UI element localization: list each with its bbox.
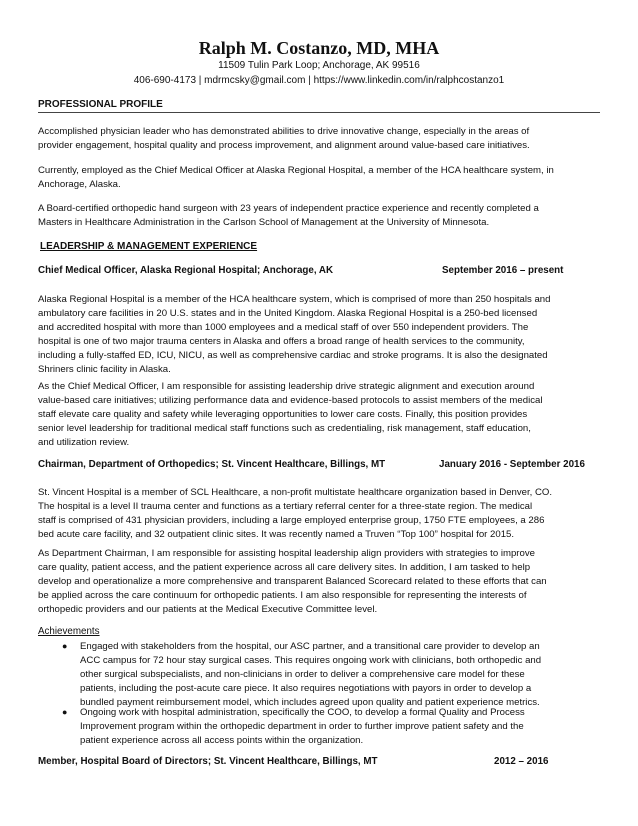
text-line: care quality, patient access, and the patient experience across all care delivery sites. In addition, I am tasked to help — [38, 562, 531, 573]
profile-paragraph-2 — [38, 164, 604, 192]
text-line: Masters in Healthcare Administration in the Carlson School of Management at the University of Minnesota. — [38, 217, 490, 228]
text-line: develop and operationalize a more comprehensive and transparent Balanced Scorecard related to these efforts that can — [38, 576, 547, 587]
text-line: ambulatory care facilities in 20 U.S. states and in the United Kingdom. Alaska Regional Hospital is a 250-bed licensed — [38, 308, 538, 319]
text-line: and utilization review. — [38, 437, 130, 448]
text-line: A Board-certified orthopedic hand surgeon with 23 years of independent practice experience and recently completed a — [38, 203, 539, 214]
text-line: Currently, employed as the Chief Medical Officer at Alaska Regional Hospital, a member of the HCA healthcare system, in — [38, 165, 554, 176]
text-line: senior level leadership for traditional medical staff functions such as credentialing, risk management, staff education, — [38, 423, 531, 434]
professional-profile-heading: PROFESSIONAL PROFILE — [38, 99, 163, 110]
text-line: including a fully-staffed ED, ICU, NICU, as well as comprehensive cardiac and stroke programs. It is also the designated — [38, 350, 548, 361]
job1-paragraph-2 — [38, 380, 604, 450]
job-dates: 2012 – 2016 — [494, 756, 549, 767]
text-line: As the Chief Medical Officer, I am responsible for assisting leadership drive strategic alignment and execution around — [38, 381, 535, 392]
text-line: be applied across the care continuum for orthopedic patients. I am also responsible for representing the interests of — [38, 590, 527, 601]
text-line: As Department Chairman, I am responsible for assisting hospital leadership align providers with strategies to improve — [38, 548, 535, 559]
job1-paragraph-1 — [38, 293, 604, 377]
job-title-row — [38, 459, 602, 473]
text-line: staff is comprised of 431 physician providers, including a large employed enterprise group, 1750 FTE employees, a 286 — [38, 515, 545, 526]
job-title: Member, Hospital Board of Directors; St. Vincent Healthcare, Billings, MT — [38, 756, 378, 767]
profile-paragraph-1 — [38, 125, 604, 153]
text-line: hospital is one of two major trauma centers in Alaska and offers a broad range of health services to the community, — [38, 336, 525, 347]
job-title-row — [38, 756, 602, 770]
candidate-name: Ralph M. Costanzo, MD, MHA — [198, 38, 440, 58]
job2-paragraph-2 — [38, 547, 604, 617]
job-dates: January 2016 - September 2016 — [439, 459, 585, 470]
text-line: staff elevate care quality and safety while leveraging opportunities to lower care costs. Finally, this position provides — [38, 409, 528, 420]
bullet-icon: ● — [62, 707, 68, 717]
text-line: Anchorage, Alaska. — [38, 179, 121, 190]
achievements-heading: Achievements — [38, 626, 100, 637]
text-line: patient experience across all access points within the organization. — [80, 735, 364, 746]
leadership-heading: LEADERSHIP & MANAGEMENT EXPERIENCE — [40, 241, 258, 252]
text-line: The hospital is a level II trauma center and functions as a tertiary referral center for a three-state region. The medical — [38, 501, 533, 512]
text-line: St. Vincent Hospital is a member of SCL Healthcare, a non-profit multistate healthcare organization based in Denver, CO. — [38, 487, 553, 498]
text-line: Alaska Regional Hospital is a member of the HCA healthcare system, which is comprised of more than 250 hospitals and — [38, 294, 551, 305]
job-title: Chief Medical Officer, Alaska Regional Hospital; Anchorage, AK — [38, 265, 334, 276]
address-line: 11509 Tulin Park Loop; Anchorage, AK 99516 — [218, 60, 420, 71]
bullet-icon: ● — [62, 641, 68, 651]
text-line: Shriners clinic facility in Alaska. — [38, 364, 171, 375]
text-line: Accomplished physician leader who has demonstrated abilities to drive innovative change, especially in the areas of — [38, 126, 530, 137]
profile-paragraph-3 — [38, 202, 604, 230]
job-dates: September 2016 – present — [442, 265, 564, 276]
achievement-item — [80, 640, 604, 710]
text-line: other surgical subspecialists, and non-clinicians in order to deliver a comprehensive care model for these — [80, 669, 525, 680]
text-line: Engaged with stakeholders from the hospital, our ASC partner, and a transitional care provider to develop an — [80, 641, 540, 652]
job-title: Chairman, Department of Orthopedics; St. Vincent Healthcare, Billings, MT — [38, 459, 386, 470]
text-line: provider engagement, hospital quality and process improvement, and alignment around value-based care initiatives. — [38, 140, 530, 151]
text-line: bundled payment reimbursement model, which includes agreed upon quality and patient experience metrics. — [80, 697, 540, 708]
contact-line: 406-690-4173 | mdrmcsky@gmail.com | https://www.linkedin.com/in/ralphcostanzo1 — [133, 75, 505, 86]
text-line: ACC campus for 72 hour stay surgical cases. This requires ongoing work with clinicians, both orthopedic and — [80, 655, 542, 666]
job2-paragraph-1 — [38, 486, 604, 542]
section-divider — [38, 112, 600, 113]
text-line: patients, including the post-acute care piece. It also requires negotiations with payors in order to develop a — [80, 683, 532, 694]
job-title-row — [38, 265, 602, 279]
text-line: and accredited hospital with more than 1000 employees and a medical staff of over 550 independent providers. The — [38, 322, 529, 333]
text-line: value-based care initiatives; utilizing performance data and evidence-based protocols to assist members of the medical — [38, 395, 543, 406]
text-line: orthopedic providers and our patients at the Medical Executive Committee level. — [38, 604, 378, 615]
achievement-item — [80, 706, 604, 748]
text-line: Ongoing work with hospital administration, specifically the COO, to develop a formal Quality and Process — [80, 707, 525, 718]
text-line: bed acute care facility, and 32 outpatient clinic sites. It was recently named a Truven “Top 100” hospital for 2015. — [38, 529, 515, 540]
text-line: Improvement program within the orthopedic department in order to further improve patient safety and the — [80, 721, 524, 732]
